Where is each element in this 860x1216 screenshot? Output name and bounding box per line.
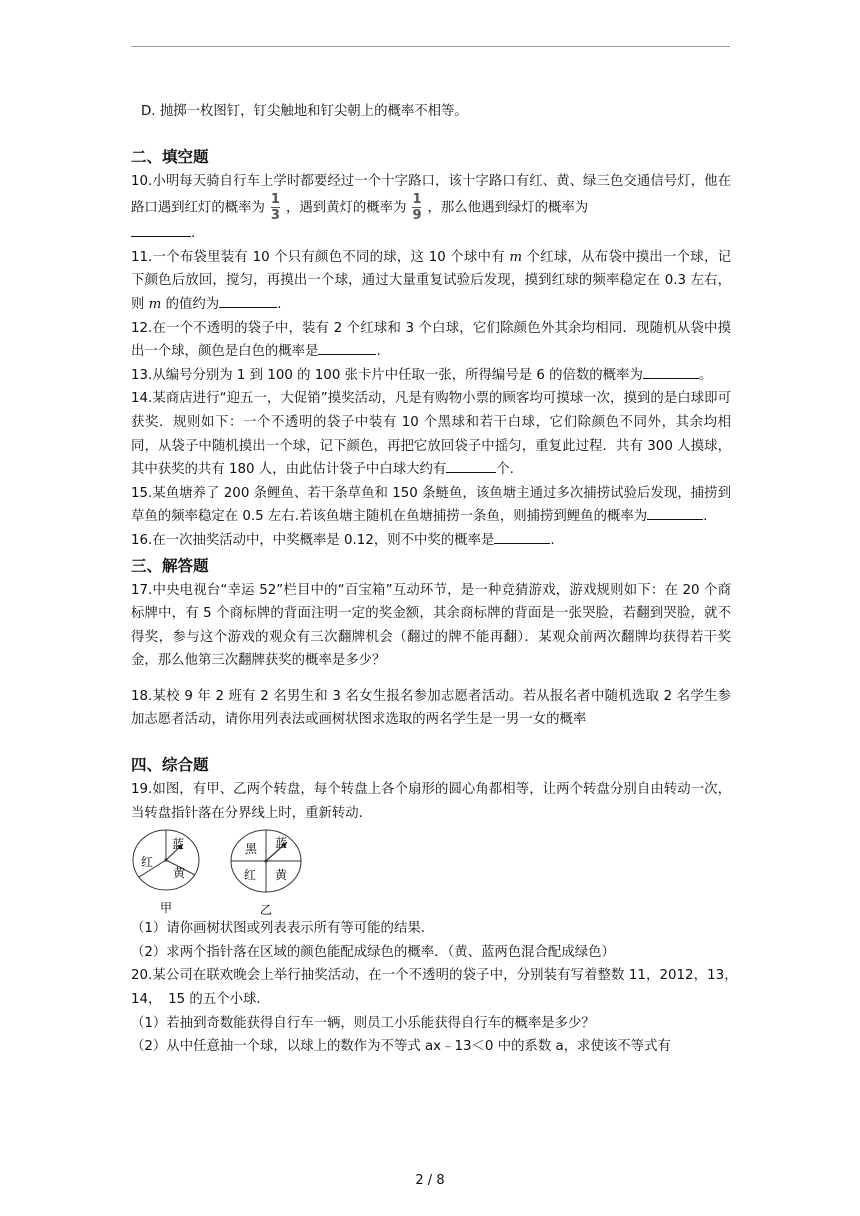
fraction-one-ninth: $\frac{1}{9}$ xyxy=(412,192,422,224)
spinner-jia-label: 甲 xyxy=(160,901,173,916)
section-answer-heading: 三、解答题 xyxy=(131,556,209,575)
question-19-sub2: （2）求两个指针落在区域的颜色能配成绿色的概率．（黄、蓝两色混合配成绿色） xyxy=(131,944,615,960)
option-d: D. 抛掷一枚图钉，钉尖触地和钉尖朝上的概率不相等。 xyxy=(141,104,468,119)
question-18: 18.某校 9 年 2 班有 2 名男生和 3 名女生报名参加志愿者活动。若从报名者中随机选取 2 名学生参加志愿者活动，请你用列表法或画树状图求选取的两名学生是一男一女的概率 xyxy=(131,688,731,728)
page-number: 2 / 8 xyxy=(415,1173,445,1188)
answer-blank xyxy=(494,529,550,544)
spinner-jia-sector: 蓝 xyxy=(172,837,185,852)
question-20: 20.某公司在联欢晚会上举行抽奖活动，在一个不透明的袋子中，分别装有写着整数 11，2012，13， 14， 15 的五个小球． xyxy=(131,968,745,1008)
section-fill-heading: 二、填空题 xyxy=(131,147,209,166)
answer-blank xyxy=(446,458,496,473)
spinner-yi-sector: 黄 xyxy=(275,868,288,883)
question-11: 11.一个布袋里装有 10 个只有颜色不同的球，这 10 个球中有 m 个红球，从布袋中摸出一个球，记下颜色后放回，搅匀，再摸出一个球，通过大量重复试验后发现，摸到红球的频率稳定在 0.3 左右，则 m 的值约为 . xyxy=(131,249,731,312)
question-10: 10.小明每天骑自行车上学时都要经过一个十字路口，该十字路口有红、黄、绿三色交通信号灯，他在路口遇到红灯的概率为 $\frac{1}{3}$ ，遇到黄灯的概率为 $\frac{1}{9}$ ，那么他遇到绿灯的概率为 . xyxy=(131,173,731,242)
page-content xyxy=(131,100,745,1059)
question-17: 17.中央电视台“幸运 52”栏目中的“百宝箱”互动环节，是一种竞猜游戏，游戏规则如下：在 20 个商标牌中，有 5 个商标牌的背面注明一定的奖金额，其余商标牌的背面是一张哭脸，若翻到哭脸，就不得奖，参与这个游戏的观众有三次翻牌机会（翻过的牌不能再翻）．某观众前两次翻牌均获得若干奖金，那么他第三次翻牌获奖的概率是多少？ xyxy=(131,582,731,669)
spinner-yi xyxy=(231,830,301,917)
question-14: 14.某商店进行“迎五一，大促销”摸奖活动，凡是有购物小票的顾客均可摸球一次，摸到的是白球即可获奖．规则如下：一个不透明的袋子中装有 10 个黑球和若干白球，它们除颜色不同外，其余均相同，从袋子中随机摸出一个球，记下颜色，再把它放回袋子中摇匀，重复此过程．共有 300 人摸球，其中获奖的共有 180 人，由此估计袋子中白球大约有 个. xyxy=(131,391,731,478)
spinner-figure xyxy=(131,825,731,917)
spinner-yi-label: 乙 xyxy=(260,903,273,918)
question-13: 13.从编号分别为 1 到 100 的 100 张卡片中任取一张，所得编号是 6 的倍数的概率为 。 xyxy=(131,364,731,388)
question-20-sub1: （1）若抽到奇数能获得自行车一辆，则员工小乐能获得自行车的概率是多少？ xyxy=(131,1015,595,1031)
question-19: 19.如图，有甲、乙两个转盘，每个转盘上各个扇形的圆心角都相等，让两个转盘分别自由转动一次，当转盘指针落在分界线上时，重新转动． xyxy=(131,782,731,821)
question-19-sub1: （1）请你画树状图或列表表示所有等可能的结果． xyxy=(131,921,435,937)
answer-blank xyxy=(643,364,699,379)
question-12: 12.在一个不透明的袋子中，装有 2 个红球和 3 个白球，它们除颜色外其余均相同．现随机从袋中摸出一个球，颜色是白色的概率是 . xyxy=(131,320,731,360)
question-16: 16.在一次抽奖活动中，中奖概率是 0.12，则不中奖的概率是 . xyxy=(131,529,731,553)
header-rule xyxy=(131,46,730,47)
spinner-yi-sector: 黑 xyxy=(245,842,258,857)
question-20-sub2: （2）从中任意抽一个球，以球上的数作为不等式 ax﹣13＜0 中的系数 a，求使该不等式有 xyxy=(131,1039,671,1055)
spinner-yi-sector: 蓝 xyxy=(275,836,288,851)
spinner-jia-sector: 红 xyxy=(141,855,154,870)
spinner-yi-sector: 红 xyxy=(244,868,257,883)
answer-blank xyxy=(647,505,703,520)
spinner-jia xyxy=(133,830,199,915)
fraction-one-third: $\frac{1}{3}$ xyxy=(270,192,280,224)
spinner-jia-sector: 黄 xyxy=(173,866,186,881)
answer-blank xyxy=(219,293,277,308)
answer-blank xyxy=(131,222,191,237)
section-comprehensive-heading: 四、综合题 xyxy=(131,756,209,775)
question-15: 15.某鱼塘养了 200 条鲤鱼、若干条草鱼和 150 条鲢鱼，该鱼塘主通过多次捕捞试验后发现，捕捞到草鱼的频率稳定在 0.5 左右.若该鱼塘主随机在鱼塘捕捞一条鱼，则捕捞到鲤鱼的概率为 . xyxy=(131,485,731,525)
answer-blank xyxy=(318,340,376,355)
